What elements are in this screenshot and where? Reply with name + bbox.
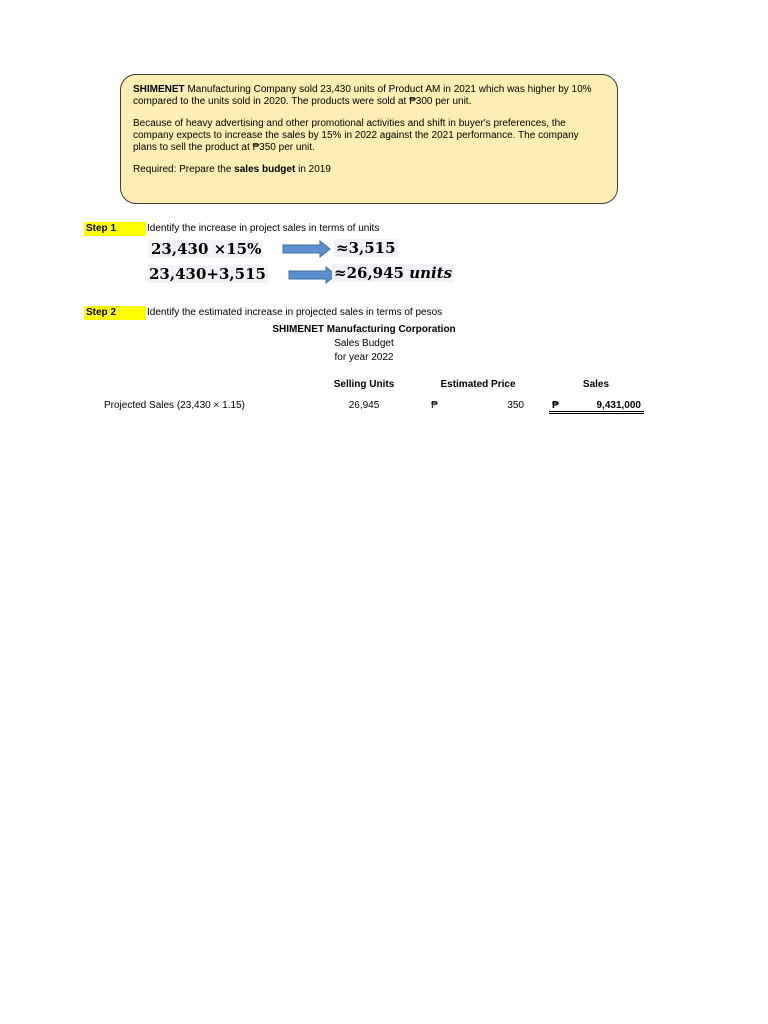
problem-paragraph-1 [133,84,605,108]
row-label: Projected Sales (23,430 × 1.15) [104,400,245,411]
equation2-right [332,264,454,282]
budget-company-title: SHIMENET Manufacturing Corporation [272,324,456,335]
cell-estimated-price: 350 [507,400,524,411]
required-suffix: in 2019 [295,164,331,175]
equation2-value: ≈26,945 [334,264,410,282]
problem-statement-box [120,74,618,204]
equation1-left: 23,430 ×15% [151,240,262,258]
step2-label: Step 2 [84,306,146,320]
required-prefix: Required: Prepare the [133,164,235,175]
step1-instruction: Identify the increase in project sales in terms of units [147,223,380,234]
equation1-right: ≈3,515 [336,239,396,257]
cell-selling-units: 26,945 [348,400,380,411]
arrow-right-icon [282,240,332,258]
header-selling-units: Selling Units [333,379,395,390]
problem-required [133,164,605,176]
price-currency-symbol: ₱ [431,400,438,411]
double-underline [549,411,644,414]
problem-paragraph-1-text: Manufacturing Company sold 23,430 units of Product AM in 2021 which was higher by 10% compared to the units sold in 2020. The products were sold at ₱300 per unit. [133,84,592,107]
problem-paragraph-2: Because of heavy advertising and other promotional activities and shift in buyer's preferences, the company expects to increase the sales by 15% in 2022 against the 2021 performance. The company plans to sell the product at ₱350 per unit. [133,118,579,153]
company-name-bold: SHIMENET [133,84,185,95]
budget-period: for year 2022 [334,352,394,363]
step1-label: Step 1 [84,222,146,236]
budget-title: Sales Budget [334,338,394,349]
equation2-unit: units [409,264,453,282]
arrow-right-icon [288,266,338,284]
cell-sales-total: 9,431,000 [596,400,641,411]
sales-currency-symbol: ₱ [552,400,559,411]
step2-instruction: Identify the estimated increase in projected sales in terms of pesos [147,307,443,318]
header-estimated-price: Estimated Price [440,379,516,390]
equation2-left: 23,430+3,515 [149,265,266,283]
header-sales: Sales [582,379,610,390]
required-bold: sales budget [234,164,296,175]
